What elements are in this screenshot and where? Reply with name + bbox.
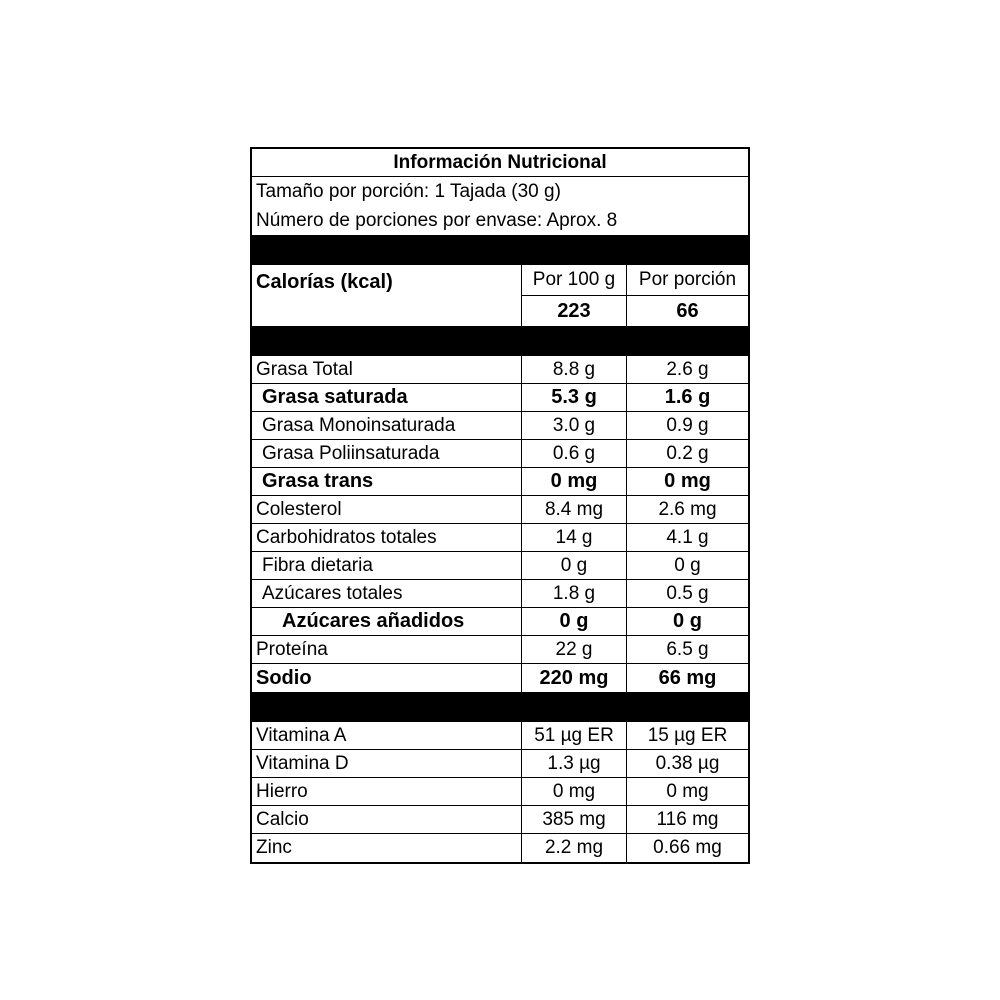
divider-bar: [252, 326, 748, 356]
label-title: Información Nutricional: [252, 149, 748, 177]
nutrient-per100: 3.0 g: [521, 412, 626, 439]
nutrient-per-serving: 4.1 g: [626, 524, 748, 551]
divider-bar: [252, 235, 748, 265]
vitamin-name: Hierro: [256, 780, 308, 802]
nutrient-name: Azúcares añadidos: [282, 610, 465, 632]
nutrient-per-serving: 2.6 g: [626, 356, 748, 383]
nutrient-per-serving: 0.5 g: [626, 580, 748, 607]
nutrient-per100: 14 g: [521, 524, 626, 551]
nutrition-facts-label: [250, 147, 750, 864]
nutrient-row: [252, 356, 748, 384]
nutrient-per100: 1.8 g: [521, 580, 626, 607]
calories-per100: 223: [521, 296, 626, 326]
nutrient-row: [252, 440, 748, 468]
vitamin-per-serving: 15 µg ER: [626, 722, 748, 749]
vitamin-per100: 385 mg: [521, 806, 626, 833]
nutrient-name: Fibra dietaria: [262, 554, 373, 576]
nutrient-name: Sodio: [256, 666, 312, 689]
nutrient-per100: 0.6 g: [521, 440, 626, 467]
vitamin-row: [252, 750, 748, 778]
nutrient-per100: 0 g: [521, 608, 626, 635]
vitamin-name: Calcio: [256, 808, 309, 830]
nutrient-name: Grasa saturada: [262, 386, 408, 408]
nutrient-per-serving: 6.5 g: [626, 636, 748, 663]
nutrient-per-serving: 0.2 g: [626, 440, 748, 467]
nutrient-row: [252, 496, 748, 524]
servings-per-container: Número de porciones por envase: Aprox. 8: [256, 209, 618, 231]
col-header-per100: Por 100 g: [521, 265, 626, 295]
nutrient-per100: 8.4 mg: [521, 496, 626, 523]
nutrient-per100: 22 g: [521, 636, 626, 663]
calories-label: Calorías (kcal): [256, 271, 393, 293]
calories-block: [252, 265, 748, 326]
nutrient-per100: 0 g: [521, 552, 626, 579]
nutrient-name: Grasa Total: [256, 358, 353, 380]
nutrients-table: [252, 356, 748, 692]
nutrient-row: [252, 468, 748, 496]
vitamin-row: [252, 806, 748, 834]
nutrient-row: [252, 636, 748, 664]
nutrient-name: Grasa Poliinsaturada: [262, 442, 440, 464]
vitamin-row: [252, 834, 748, 862]
nutrient-per-serving: 1.6 g: [626, 384, 748, 411]
nutrient-per-serving: 66 mg: [626, 664, 748, 692]
nutrient-per-serving: 0 mg: [626, 468, 748, 495]
nutrient-per-serving: 0 g: [626, 608, 748, 635]
nutrient-name: Grasa Monoinsaturada: [262, 414, 456, 436]
calories-per-serving: 66: [626, 296, 748, 326]
nutrient-row: [252, 412, 748, 440]
vitamin-per-serving: 0.66 mg: [626, 834, 748, 862]
col-header-per-serving: Por porción: [626, 265, 748, 295]
vitamin-row: [252, 722, 748, 750]
vitamin-row: [252, 778, 748, 806]
vitamin-name: Zinc: [256, 837, 292, 858]
serving-size: Tamaño por porción: 1 Tajada (30 g): [256, 180, 561, 202]
nutrient-row: [252, 580, 748, 608]
nutrient-name: Azúcares totales: [262, 582, 403, 604]
vitamin-per100: 1.3 µg: [521, 750, 626, 777]
nutrient-name: Proteína: [256, 638, 328, 660]
nutrient-per-serving: 2.6 mg: [626, 496, 748, 523]
nutrient-per100: 8.8 g: [521, 356, 626, 383]
nutrient-row: [252, 524, 748, 552]
nutrient-name: Carbohidratos totales: [256, 526, 437, 548]
nutrient-row: [252, 552, 748, 580]
vitamin-per-serving: 0.38 µg: [626, 750, 748, 777]
divider-bar: [252, 692, 748, 722]
nutrient-row: [252, 664, 748, 692]
vitamin-per100: 2.2 mg: [521, 834, 626, 862]
nutrient-per100: 220 mg: [521, 664, 626, 692]
nutrient-per100: 0 mg: [521, 468, 626, 495]
vitamin-per100: 0 mg: [521, 778, 626, 805]
nutrient-row: [252, 608, 748, 636]
nutrient-per100: 5.3 g: [521, 384, 626, 411]
vitamin-per-serving: 0 mg: [626, 778, 748, 805]
vitamins-table: [252, 722, 748, 862]
vitamin-name: Vitamina A: [256, 724, 347, 746]
vitamin-name: Vitamina D: [256, 752, 349, 774]
vitamin-per-serving: 116 mg: [626, 806, 748, 833]
nutrient-per-serving: 0 g: [626, 552, 748, 579]
vitamin-per100: 51 µg ER: [521, 722, 626, 749]
nutrient-name: Grasa trans: [262, 470, 374, 492]
nutrient-per-serving: 0.9 g: [626, 412, 748, 439]
nutrient-row: [252, 384, 748, 412]
nutrient-name: Colesterol: [256, 498, 342, 520]
